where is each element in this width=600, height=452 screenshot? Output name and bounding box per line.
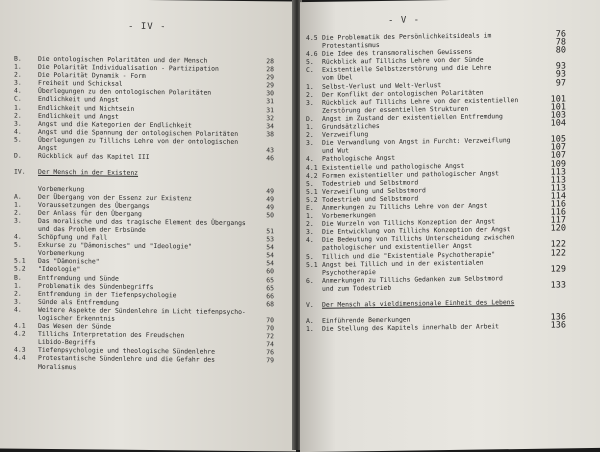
toc-entry-page: 80 [544,47,566,55]
toc-entry-title: Todestrieb und Selbstmord [322,178,418,187]
toc-entry-title: Endlichkeit und Angst [38,95,119,104]
toc-entry-page: 54 [252,259,274,267]
toc-entry-title: vom Übel [322,74,353,83]
toc-entry-title: Todestrieb und Selbstmord [322,194,418,203]
toc-entry-page: 136 [544,322,566,330]
toc-entry-number: A. [306,317,314,325]
toc-entry-title: logischer Erkenntnis [38,314,115,323]
toc-entry-page: 70 [252,324,274,332]
toc-entry-title: Der Übergang von der Essenz zur Existenz [38,192,192,202]
toc-entry-page: 31 [252,98,274,106]
toc-entry-title: Selbst-Verlust und Welt-Verlust [322,81,441,91]
toc-entry-title: Überlegungen zu Tillichs Lehre von der ontologischen [38,136,238,146]
toc-entry-title: Vorbemerkung [38,249,84,258]
toc-entry-number: 3. [14,119,22,127]
toc-entry-number: 4. [14,233,22,241]
toc-entry-title: Der Mensch als vieldimensionale Einheit des Lebens [322,298,514,309]
toc-entry-number: 1. [306,212,314,220]
toc-entry-number: D. [306,115,314,123]
toc-entry-page: 117 [544,217,566,225]
toc-entry-page: 93 [544,63,566,71]
toc-entry-page: 78 [544,38,566,46]
toc-entry-page: 114 [544,192,566,200]
toc-entry-page: 29 [252,81,274,89]
toc-entry-number: 4. [14,127,22,135]
toc-entry-number: 1. [306,82,314,90]
toc-entry-number: 2. [306,131,314,139]
toc-entry-number: 4.5 [306,34,318,42]
toc-entry-number: 4. [14,306,22,314]
toc-entry-title: Die Wurzeln von Tillichs Konzeption der Angst [322,218,495,229]
toc-entry-number: 5. [306,180,314,188]
toc-entry-number: 4.2 [14,330,26,338]
toc-entry-title: Die Stellung des Kapitels innerhalb der Arbeit [322,323,499,334]
toc-entry-title: Pathologische Angst [322,154,395,163]
toc-entry-page: 43 [252,146,274,154]
left-toc [14,55,284,373]
toc-entry-number: 2. [14,208,22,216]
toc-entry-page: 54 [252,243,274,251]
toc-entry-title: Verzweiflung [322,130,368,139]
toc-entry-title: Die Verwandlung von Angst in Furcht: Verzweiflung [322,136,511,147]
toc-entry-number: 1. [306,123,314,131]
toc-entry-page: 104 [544,119,566,127]
toc-entry-page: 79 [252,357,274,365]
toc-entry-page: 51 [252,227,274,235]
toc-entry-number: 3. [14,79,22,87]
toc-entry-title: Protestantische Sündenlehre und die Gefahr des [38,354,215,364]
toc-entry-page: 113 [544,184,566,192]
toc-entry-page: 49 [252,195,274,203]
toc-entry-number: 4.1 [306,163,318,171]
toc-entry-title: Der Anlass für den Übergang [38,209,142,218]
toc-entry-title: Anmerkungen zu Tillichs Gedanken zum Selbstmord [322,274,503,285]
toc-entry-number: 3. [306,139,314,147]
toc-entry-page: 70 [252,316,274,324]
toc-entry-title: Tillich und die "Existentiale Psychotherapie" [322,250,495,261]
toc-entry-page: 133 [544,281,566,289]
toc-entry-number: 4.6 [306,50,318,58]
toc-entry-page: 49 [252,203,274,211]
toc-entry-page: 76 [544,30,566,38]
toc-entry-number: C. [14,95,22,103]
toc-entry-title: Überlegungen zu den ontologischen Polaritäten [38,87,211,97]
toc-entry-number: 5.1 [14,257,26,265]
toc-entry-title: Die Polarität Individualisation - Partizipation [38,63,219,73]
toc-entry-title: Der Konflikt der ontologischen Polaritäten [322,88,484,98]
toc-entry-title: Entfremdung und Sünde [38,273,119,282]
toc-entry-title: Exkurse zu "Dämonisches" und "Ideologie" [38,241,192,251]
toc-entry-title: Das Wesen der Sünde [38,322,111,331]
toc-entry-title: Das moralische und das tragische Element des Übergangs [38,217,246,227]
toc-entry-page: 65 [252,284,274,292]
toc-entry-title: Angst bei Tillich und in der existentialen [322,258,484,268]
toc-entry-page: 113 [544,168,566,176]
toc-entry-title: Die ontologischen Polaritäten und der Mensch [38,55,207,65]
page-number-v: - V - [388,15,420,25]
toc-entry-number: 4.2 [306,171,318,179]
toc-entry-page: 129 [544,265,566,273]
toc-entry-title: Angst und die Spannung der ontologischen Polaritäten [38,128,238,138]
toc-entry-page: 49 [252,187,274,195]
toc-entry-title: Weitere Aspekte der Sündenlehre im Licht tiefenpsycho- [38,306,246,316]
toc-entry-number: 4.4 [14,354,26,362]
toc-entry-title: Tiefenpsychologie und theologische Sündenlehre [38,346,215,356]
toc-entry-title: Existentielle Selbstzerstörung und die Lehre [322,64,491,74]
toc-entry-title: Existentielle und pathologische Angst [322,161,464,171]
right-page [300,0,600,452]
toc-entry-page: 46 [252,154,274,162]
toc-entry-page: 122 [544,241,566,249]
toc-entry-number: 5.2 [306,196,318,204]
toc-entry-number: 2. [14,289,22,297]
toc-entry-number: V. [306,301,314,309]
toc-entry-number: 5. [14,136,22,144]
toc-entry-number: IV. [14,168,26,176]
toc-entry-title: Psychotherapie [322,268,376,277]
toc-entry-page: 60 [252,268,274,276]
toc-entry-page: 66 [252,292,274,300]
toc-entry-page: 38 [252,130,274,138]
toc-entry-title: Die Idee des transmoralischen Gewissens [322,48,472,58]
toc-entry-title: Verzweiflung und Selbstmord [322,186,426,196]
toc-entry-number: D. [14,152,22,160]
toc-entry-number: 3. [14,216,22,224]
toc-entry-title: pathologischer und existentieller Angst [322,242,472,252]
toc-entry-number: 1. [306,325,314,333]
toc-entry-number: 1. [14,103,22,111]
toc-entry-page: 34 [252,122,274,130]
toc-entry-page: 50 [252,211,274,219]
toc-entry-number: 5. [306,252,314,260]
toc-entry-number: 5. [306,58,314,66]
toc-entry-number: 4. [14,87,22,95]
toc-entry-page: 68 [252,300,274,308]
toc-entry-title: Endlichkeit und Angst [38,112,119,121]
toc-entry-number: 5.2 [14,265,26,273]
toc-entry-number: 5. [14,241,22,249]
toc-entry-number: 3. [306,228,314,236]
toc-entry-page: 28 [252,65,274,73]
toc-entry-page: 65 [252,276,274,284]
toc-entry-title: und zum Todestrieb [322,284,391,293]
toc-entry-number: 2. [14,71,22,79]
toc-entry-number: 2. [306,91,314,99]
toc-entry-number: 1. [14,281,22,289]
toc-entry-page: 136 [544,314,566,322]
toc-entry-page: 28 [252,57,274,65]
toc-entry-page: 101 [544,103,566,111]
toc-entry-number: A. [14,192,22,200]
toc-entry-title: Schöpfung und Fall [38,233,107,242]
toc-entry-title: Endlichkeit und Nichtsein [38,103,134,112]
toc-entry-page: 101 [544,95,566,103]
toc-entry-title: Sünde als Entfremdung [38,298,119,307]
toc-entry-page: 93 [544,71,566,79]
left-page [0,0,296,452]
toc-entry-title: Libido-Begriffs [38,338,96,347]
toc-entry-page: 113 [544,176,566,184]
toc-entry-page: 103 [544,111,566,119]
right-toc [306,30,570,333]
toc-entry-number: 4. [306,236,314,244]
toc-entry-number: 5.1 [306,188,318,196]
toc-entry-number: 3. [14,297,22,305]
toc-entry-page: 107 [544,152,566,160]
toc-entry-title: und das Problem der Erbsünde [38,225,146,234]
toc-entry-title: Grundsätzliches [322,122,380,131]
toc-entry-title: Tillichs Interpretation des Freudschen [38,330,184,340]
toc-entry-title: Zerstörung der essentiellen Strukturen [322,105,468,115]
page-number-iv: - IV - [128,22,167,32]
toc-entry-page: 29 [252,73,274,81]
toc-entry-title: Rückblick auf Tillichs Lehre von der Sünde [322,56,484,66]
toc-entry-page: 116 [544,208,566,216]
toc-entry-number: 1. [14,63,22,71]
toc-entry-number: 5.1 [306,260,318,268]
toc-entry-title: Die Entwicklung von Tillichs Konzeption der Angst [322,225,511,236]
toc-entry-title: Problematik des Sündenbegriffs [38,281,153,290]
toc-entry-page: 72 [252,332,274,340]
toc-entry-title: "Ideologie" [38,265,80,274]
toc-entry-number: 4.1 [14,322,26,330]
toc-entry-title: Einführende Bemerkungen [322,316,411,325]
toc-entry-title: Formen existentieller und pathologischer Angst [322,169,499,180]
toc-entry-title: Der Mensch in der Existenz [38,168,138,177]
toc-entry-page: 97 [544,79,566,87]
toc-entry-number: 3. [306,99,314,107]
toc-entry-page: 107 [544,144,566,152]
toc-entry-page: 105 [544,136,566,144]
toc-entry-title: Rückblick auf das Kapitel III [38,152,150,161]
toc-entry-page: 53 [252,235,274,243]
toc-entry-title: Die Polarität Dynamik - Form [38,71,146,80]
toc-entry-page: 31 [252,106,274,114]
toc-entry-title: Angst [38,144,57,152]
toc-entry-number: 1. [14,200,22,208]
toc-entry-number: C. [306,66,314,74]
toc-entry-title: Angst im Zustand der existentiellen Entfremdung [322,112,503,123]
toc-entry-title: Voraussetzungen des Übergangs [38,201,150,210]
toc-entry-title: Moralismus [38,362,76,370]
toc-entry-title: Anmerkungen zu Tillichs Lehre von der Angst [322,201,487,211]
toc-entry-title: Protestantismus [322,41,380,50]
toc-entry-title: Vorbemerkung [38,184,84,193]
toc-entry-page: 109 [544,160,566,168]
toc-entry-page: 74 [252,340,274,348]
toc-entry-page: 54 [252,251,274,259]
toc-entry-page: 122 [544,249,566,257]
toc-entry-title: Vorbemerkungen [322,211,376,220]
toc-entry-number: B. [14,273,22,281]
toc-entry-title: Angst und die Kategorien der Endlichkeit [38,120,192,130]
toc-entry-page: 76 [252,348,274,356]
toc-entry-number: 4. [306,155,314,163]
toc-entry-title: Die Problematik des Persönlichkeitsideals im [322,31,491,41]
toc-entry-title: Entfremdung in der Tiefenpsychologie [38,290,177,300]
toc-entry-number: 6. [306,277,314,285]
toc-entry-number: E. [306,204,314,212]
toc-entry [14,362,284,373]
toc-entry-number: 2. [14,111,22,119]
toc-entry-title: Die Bedeutung von Tillichs Unterscheidung zwischen [322,233,514,244]
toc-entry-number: 2. [306,220,314,228]
toc-entry-page: 30 [252,89,274,97]
toc-entry-page: 120 [544,225,566,233]
toc-entry-page: 32 [252,114,274,122]
toc-entry-number: B. [14,55,22,63]
toc-entry-number: 4.3 [14,346,26,354]
toc-entry-title: Freiheit und Schicksal [38,79,123,88]
toc-entry-title: Rückblick auf Tillichs Lehre von der existentiellen [322,96,518,107]
toc-entry-page: 116 [544,200,566,208]
toc-entry-title: und Wut [322,147,349,155]
toc-entry-title: Das "Dämonische" [38,257,100,266]
